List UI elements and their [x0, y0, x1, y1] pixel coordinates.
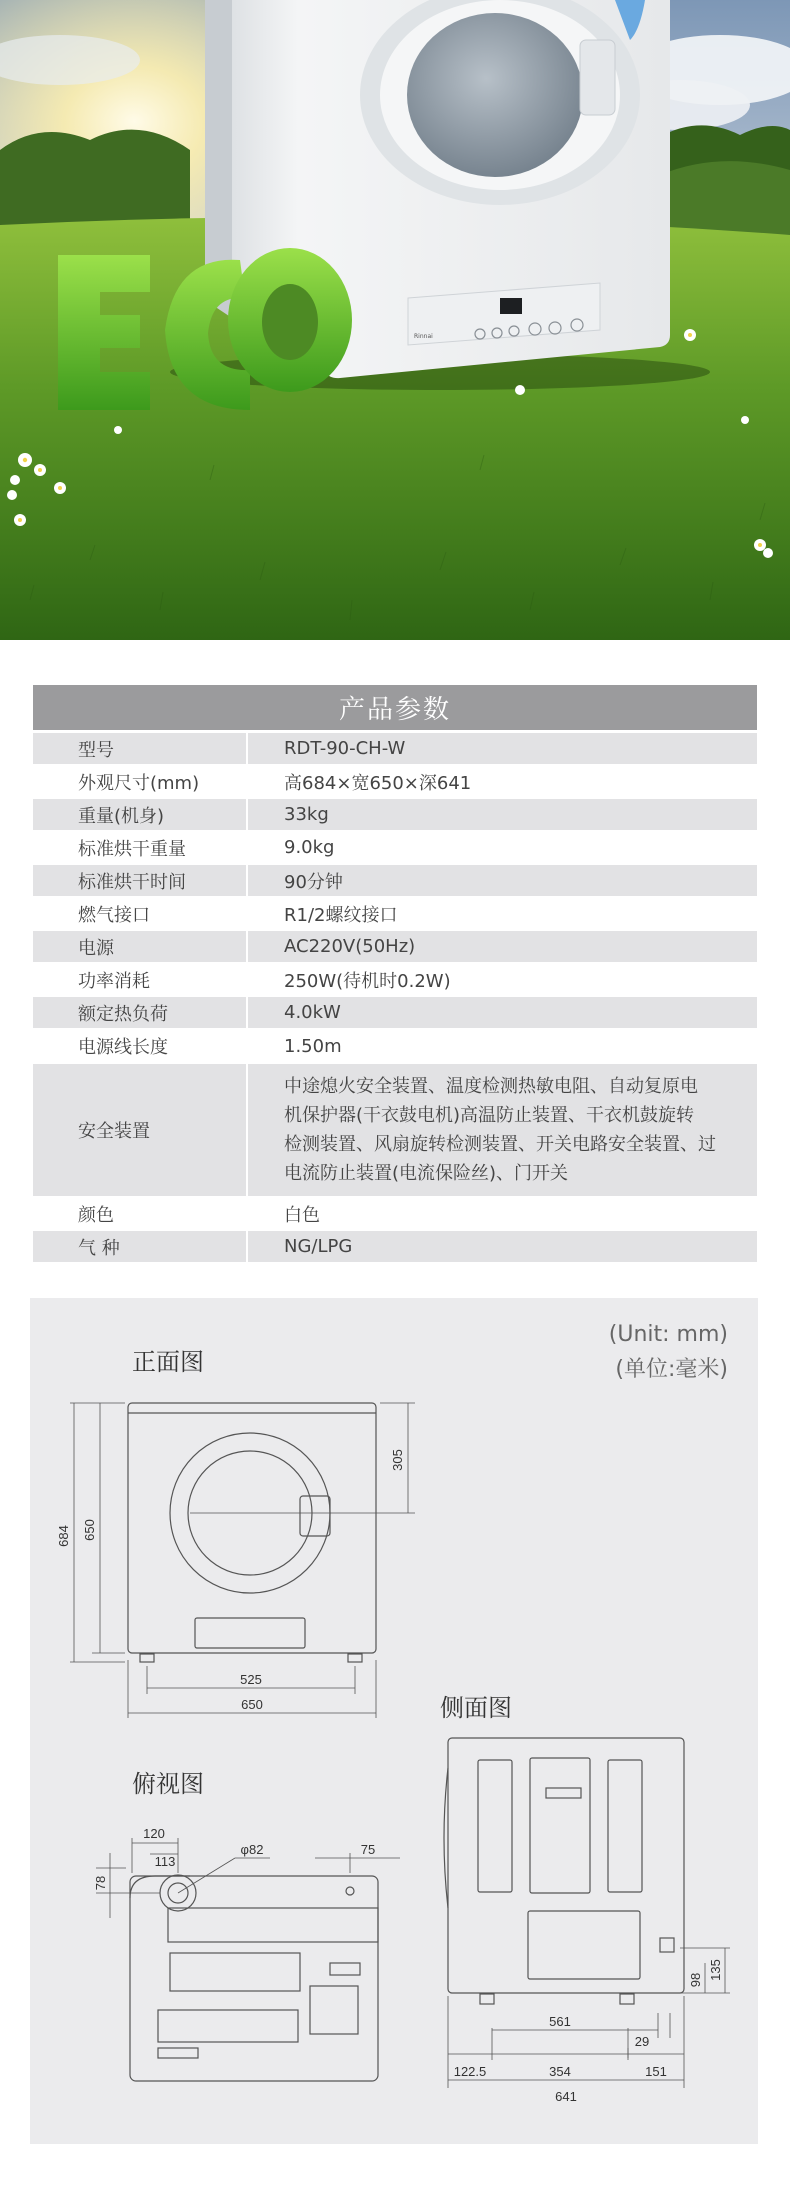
spec-key: 标准烘干重量 — [78, 838, 186, 860]
table-row — [33, 997, 757, 1028]
dim-label: 75 — [360, 1842, 376, 1857]
dim-label: 78 — [93, 1875, 108, 1891]
dim-label: 684 — [56, 1525, 71, 1547]
table-row — [33, 962, 757, 997]
dim-label: 525 — [240, 1672, 262, 1687]
spec-key: 颜色 — [78, 1204, 114, 1226]
dim-label: 135 — [708, 1959, 723, 1981]
dim-label: 641 — [555, 2089, 577, 2104]
spec-value: AC220V(50Hz) — [246, 931, 757, 962]
dim-label: 98 — [688, 1972, 703, 1988]
hero-illustration — [0, 0, 790, 640]
top-view-title: 俯视图 — [132, 1770, 204, 1798]
spec-value-line: 机保护器(干衣鼓电机)高温防止装置、干衣机鼓旋转 — [284, 1105, 695, 1126]
spec-key: 重量(机身) — [78, 805, 165, 827]
spec-key: 功率消耗 — [78, 970, 150, 992]
spec-value: 4.0kW — [246, 997, 757, 1028]
side-body-outline — [448, 1738, 684, 1993]
spec-table-title: 产品参数 — [33, 685, 757, 730]
dim-label: 650 — [82, 1519, 97, 1541]
spec-value: 白色 — [246, 1196, 757, 1231]
spec-value: 33kg — [246, 799, 757, 830]
spec-key: 气 种 — [78, 1237, 120, 1259]
brand-logo: Rinnai — [414, 333, 433, 340]
table-row — [33, 1231, 757, 1262]
spec-key: 型号 — [78, 739, 114, 761]
table-row — [33, 799, 757, 830]
spec-value: 90分钟 — [246, 865, 757, 896]
table-row — [33, 896, 757, 931]
spec-value: 1.50m — [246, 1028, 757, 1064]
hero-banner — [0, 0, 790, 640]
spec-key: 电源线长度 — [78, 1037, 168, 1058]
spec-value-line: 中途熄火安全装置、温度检测热敏电阻、自动复原电 — [284, 1076, 698, 1097]
spec-value: 9.0kg — [246, 830, 757, 865]
dim-label: 120 — [143, 1826, 165, 1841]
table-row — [33, 1064, 757, 1196]
table-row — [33, 1028, 757, 1064]
spec-key: 外观尺寸(mm) — [78, 772, 200, 794]
spec-value-line: 电流防止装置(电流保险丝)、门开关 — [284, 1163, 569, 1184]
front-view-title: 正面图 — [132, 1348, 204, 1376]
spec-key: 额定热负荷 — [78, 1003, 168, 1025]
dimension-drawings — [30, 1298, 758, 2144]
spec-value: 250W(待机时0.2W) — [246, 962, 757, 997]
dim-label: 305 — [390, 1449, 405, 1471]
spec-value: RDT-90-CH-W — [246, 733, 757, 764]
spec-value: 高684×宽650×深641 — [246, 764, 757, 799]
dim-label: 354 — [549, 2064, 571, 2079]
spec-table — [33, 685, 757, 1262]
table-row — [33, 764, 757, 799]
spec-key: 电源 — [78, 937, 114, 959]
technical-drawing — [30, 1298, 758, 2144]
side-view-title: 侧面图 — [440, 1694, 512, 1722]
front-body-outline — [128, 1403, 376, 1653]
table-row — [33, 865, 757, 896]
dim-label: φ82 — [240, 1842, 264, 1857]
spec-value: NG/LPG — [246, 1231, 757, 1262]
spec-value: R1/2螺纹接口 — [246, 896, 757, 931]
spec-key: 燃气接口 — [78, 904, 150, 926]
unit-label-en: (Unit: mm) — [608, 1322, 728, 1347]
spec-value — [246, 1064, 757, 1196]
dim-label: 650 — [241, 1697, 263, 1712]
table-row — [33, 931, 757, 962]
dim-label: 113 — [154, 1854, 176, 1869]
dim-label: 561 — [549, 2014, 571, 2029]
dim-label: 122.5 — [453, 2064, 487, 2079]
table-row — [33, 1196, 757, 1231]
dim-label: 29 — [634, 2034, 650, 2049]
spec-key: 标准烘干时间 — [78, 871, 186, 893]
spec-key: 安全装置 — [78, 1121, 150, 1142]
spec-value-line: 检测装置、风扇旋转检测装置、开关电路安全装置、过 — [284, 1134, 716, 1155]
unit-label-cn: (单位:毫米) — [615, 1357, 728, 1382]
table-row — [33, 830, 757, 865]
table-row — [33, 733, 757, 764]
dim-label: 151 — [645, 2064, 667, 2079]
